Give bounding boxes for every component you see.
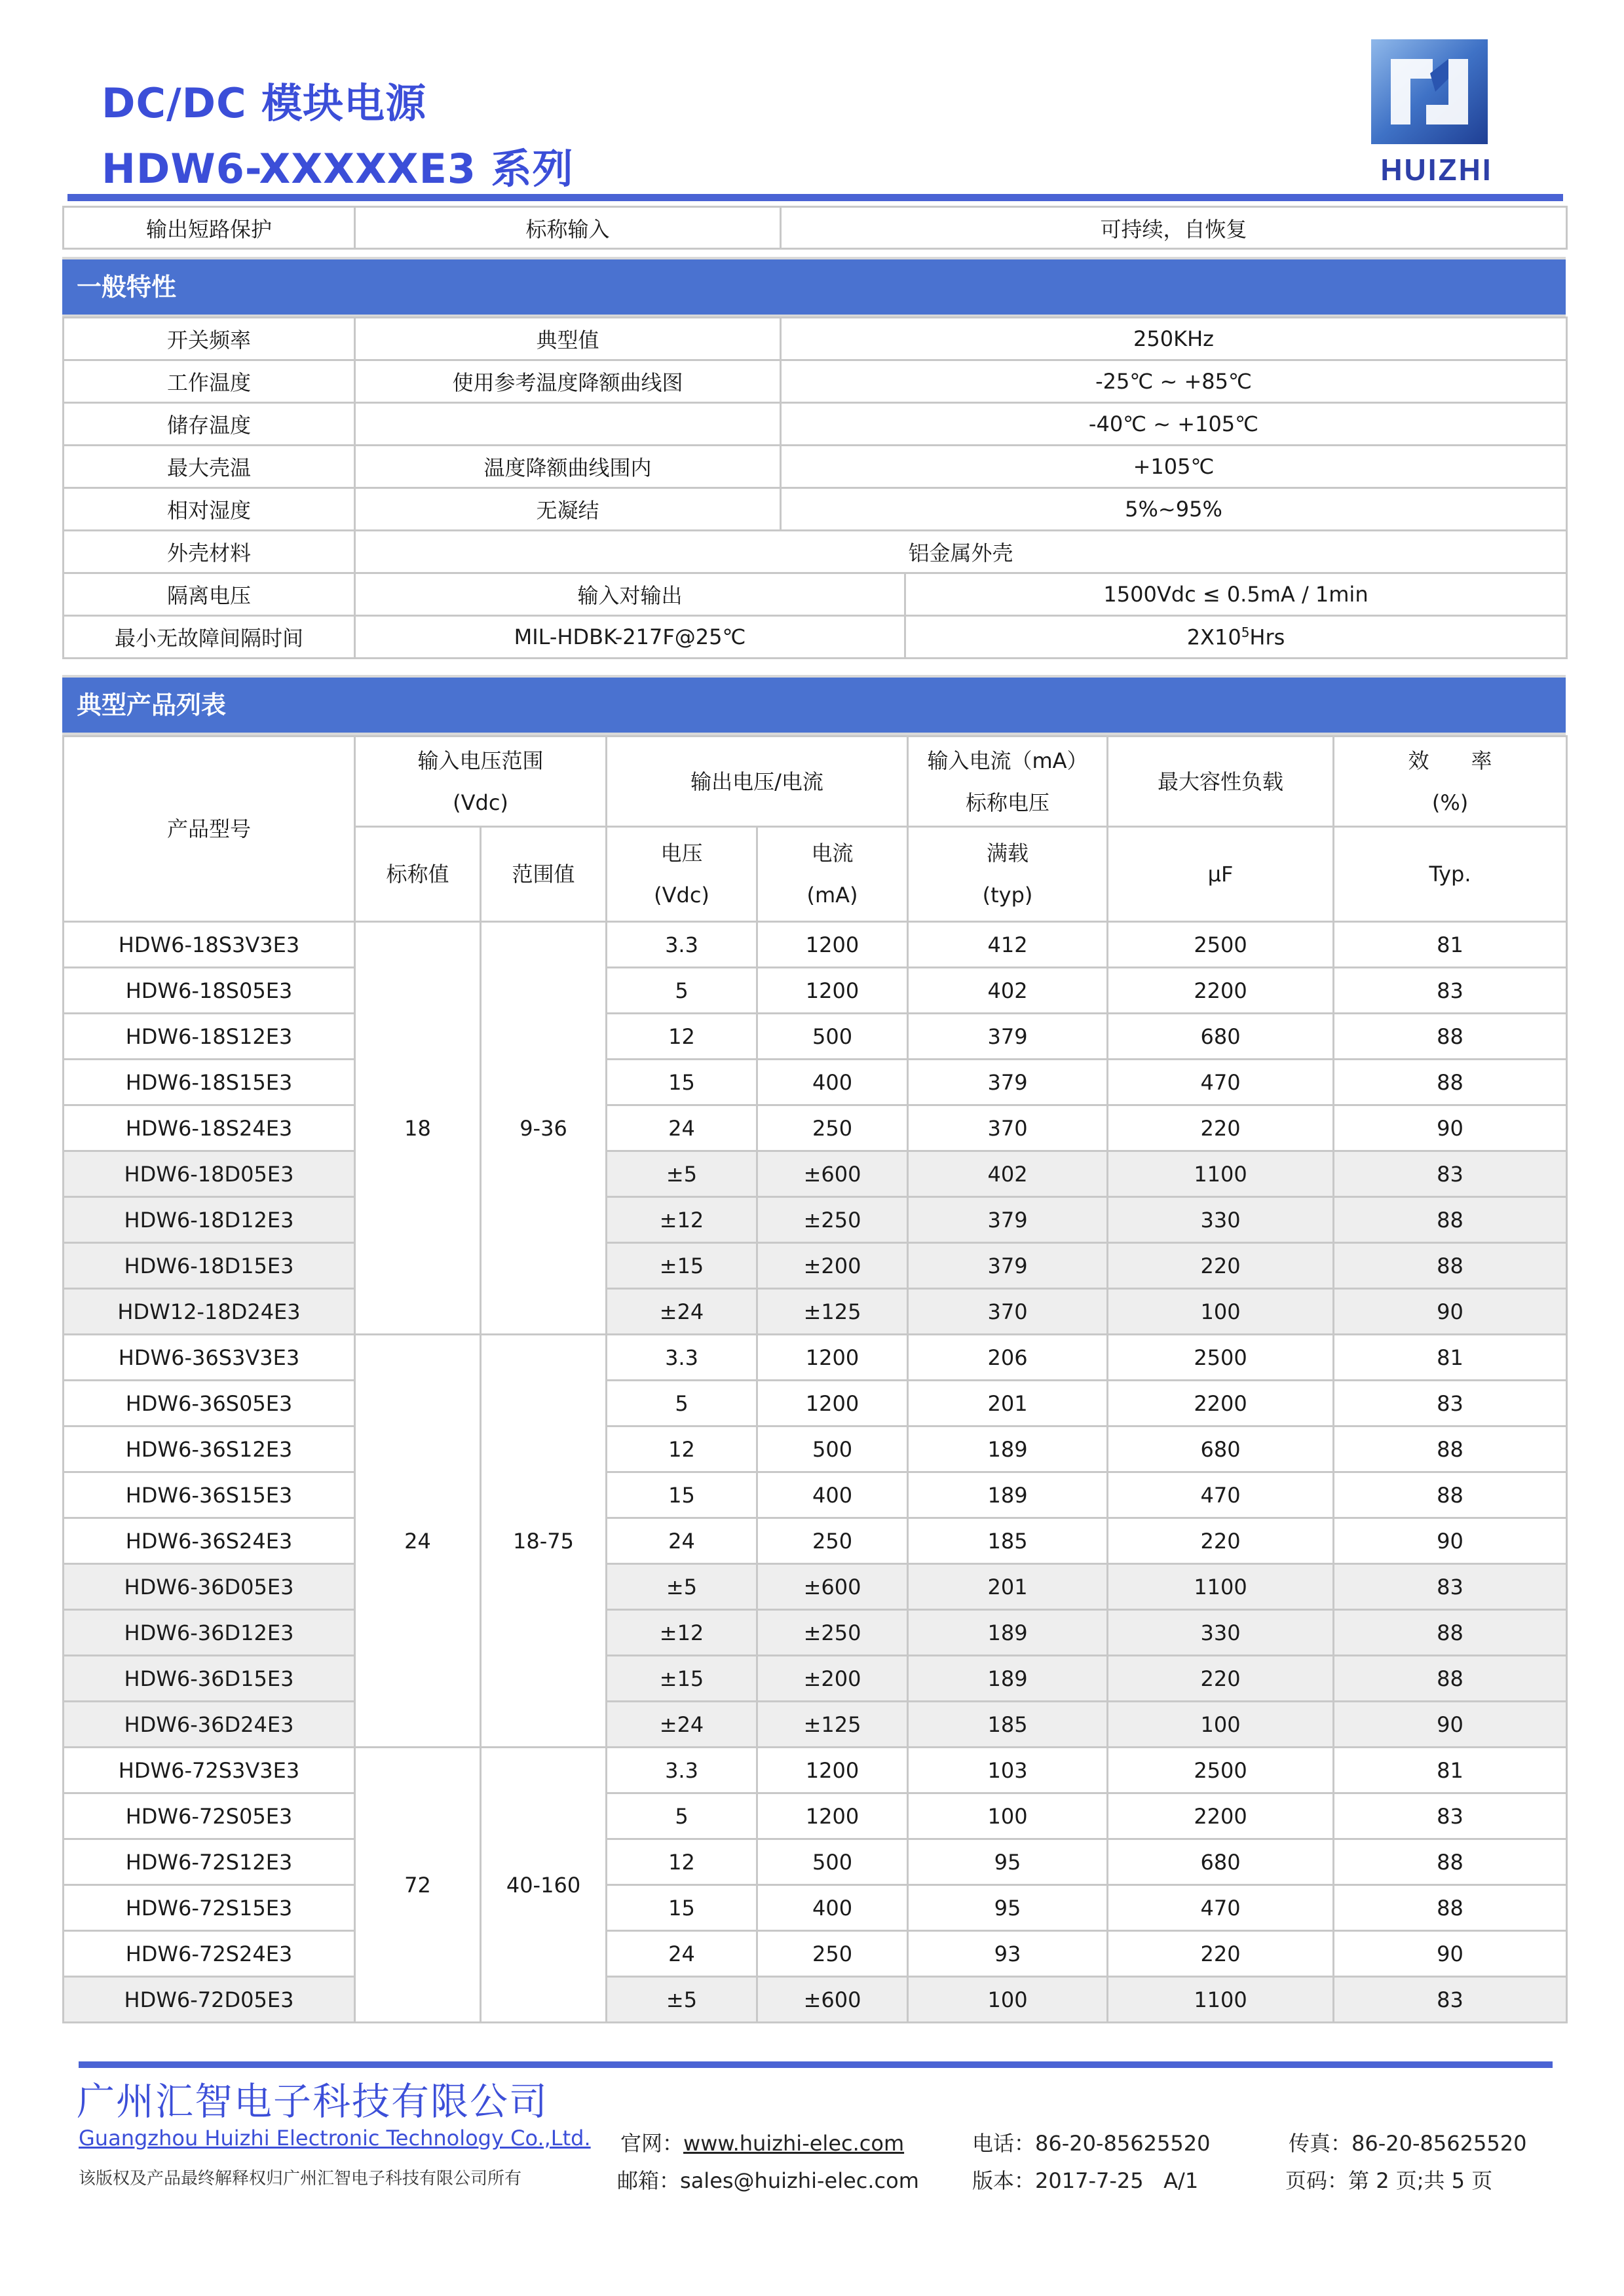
cap-load-value: 330 xyxy=(1108,1610,1334,1656)
vout-value: 24 xyxy=(607,1105,757,1151)
header-full-load-label: 满载 xyxy=(987,841,1029,866)
iout-value: 250 xyxy=(757,1105,908,1151)
header-efficiency-label: 效 率 xyxy=(1408,748,1492,773)
iout-value: 400 xyxy=(757,1885,908,1931)
iout-value: ±200 xyxy=(757,1243,908,1289)
table-row xyxy=(64,1702,1567,1748)
table-row xyxy=(64,1472,1567,1518)
copyright-notice: 该版权及产品最终解释权归广州汇智电子科技有限公司所有 xyxy=(79,2169,522,2189)
iin-value: 402 xyxy=(908,1151,1108,1197)
table-row xyxy=(64,1335,1567,1381)
company-name-cn: 广州汇智电子科技有限公司 xyxy=(77,2079,549,2124)
cap-load-value: 2500 xyxy=(1108,1335,1334,1381)
iin-value: 379 xyxy=(908,1014,1108,1060)
vin-range: 18-75 xyxy=(481,1335,607,1748)
iin-value: 185 xyxy=(908,1518,1108,1564)
table-row xyxy=(64,968,1567,1014)
iin-value: 379 xyxy=(908,1197,1108,1243)
cap-load-value: 2500 xyxy=(1108,922,1334,968)
vout-value: ±5 xyxy=(607,1977,757,2023)
iout-value: 250 xyxy=(757,1518,908,1564)
header-full-load xyxy=(908,827,1108,922)
efficiency-value: 88 xyxy=(1334,1839,1567,1885)
table-row xyxy=(64,1931,1567,1977)
param-condition: 无凝结 xyxy=(355,488,781,531)
header-range: 范围值 xyxy=(481,827,607,922)
header-cap-load: 最大容性负载 xyxy=(1108,737,1334,827)
header-uf: μF xyxy=(1108,827,1334,922)
efficiency-value: 81 xyxy=(1334,922,1567,968)
table-row xyxy=(64,1105,1567,1151)
iin-value: 93 xyxy=(908,1931,1108,1977)
efficiency-value: 90 xyxy=(1334,1105,1567,1151)
vout-value: ±15 xyxy=(607,1243,757,1289)
vout-value: 12 xyxy=(607,1839,757,1885)
version-label: 版本： xyxy=(972,2168,1036,2193)
table-row xyxy=(64,1793,1567,1839)
param-value: 1500Vdc ≤ 0.5mA / 1min xyxy=(905,573,1567,616)
iout-value: 1200 xyxy=(757,1381,908,1426)
vout-value: 15 xyxy=(607,1885,757,1931)
product-model: HDW6-72S15E3 xyxy=(64,1885,355,1931)
table-row xyxy=(64,1885,1567,1931)
iin-value: 412 xyxy=(908,922,1108,968)
table-row xyxy=(64,488,1567,531)
phone-label: 电话： xyxy=(972,2131,1036,2156)
header-efficiency xyxy=(1334,737,1567,827)
table-row xyxy=(64,922,1567,968)
efficiency-value: 83 xyxy=(1334,1381,1567,1426)
efficiency-value: 88 xyxy=(1334,1060,1567,1105)
cap-load-value: 470 xyxy=(1108,1472,1334,1518)
header-iin xyxy=(908,737,1108,827)
cap-load-value: 680 xyxy=(1108,1426,1334,1472)
general-characteristics-table xyxy=(62,316,1568,659)
product-model: HDW6-72S24E3 xyxy=(64,1931,355,1977)
iin-value: 206 xyxy=(908,1335,1108,1381)
iin-value: 201 xyxy=(908,1381,1108,1426)
iout-value: ±125 xyxy=(757,1289,908,1335)
footer-version xyxy=(972,2164,1198,2194)
table-row xyxy=(64,573,1567,616)
vout-value: 12 xyxy=(607,1014,757,1060)
product-model: HDW6-72S12E3 xyxy=(64,1839,355,1885)
cap-load-value: 680 xyxy=(1108,1839,1334,1885)
header-iin-label: 输入电流（mA） xyxy=(927,748,1088,773)
header-nominal: 标称值 xyxy=(355,827,481,922)
product-model: HDW6-36S3V3E3 xyxy=(64,1335,355,1381)
vin-range: 9-36 xyxy=(481,922,607,1335)
cap-load-value: 2200 xyxy=(1108,968,1334,1014)
vout-value: 12 xyxy=(607,1426,757,1472)
param-condition: 典型值 xyxy=(355,318,781,360)
iin-value: 95 xyxy=(908,1885,1108,1931)
vout-value: ±5 xyxy=(607,1564,757,1610)
product-model: HDW6-18S05E3 xyxy=(64,968,355,1014)
header-vin-range xyxy=(355,737,607,827)
cap-load-value: 220 xyxy=(1108,1656,1334,1702)
iin-value: 185 xyxy=(908,1702,1108,1748)
param-condition: 使用参考温度降额曲线图 xyxy=(355,360,781,403)
efficiency-value: 81 xyxy=(1334,1748,1567,1793)
efficiency-value: 88 xyxy=(1334,1885,1567,1931)
cap-load-value: 100 xyxy=(1108,1702,1334,1748)
product-model: HDW6-18S15E3 xyxy=(64,1060,355,1105)
header-typ: Typ. xyxy=(1334,827,1567,922)
product-model: HDW6-18D15E3 xyxy=(64,1243,355,1289)
footer-phone xyxy=(972,2127,1210,2157)
header-voltage xyxy=(607,827,757,922)
vin-range: 40-160 xyxy=(481,1748,607,2023)
header-current-unit: (mA) xyxy=(806,883,858,908)
table-row xyxy=(64,616,1567,659)
efficiency-value: 88 xyxy=(1334,1472,1567,1518)
vout-value: ±5 xyxy=(607,1151,757,1197)
iout-value: ±200 xyxy=(757,1656,908,1702)
table-row xyxy=(64,360,1567,403)
iin-value: 189 xyxy=(908,1656,1108,1702)
email-link[interactable]: sales@huizhi-elec.com xyxy=(680,2168,919,2193)
footer-fax xyxy=(1289,2127,1526,2157)
param-name: 最小无故障间隔时间 xyxy=(64,616,355,659)
vout-value: 5 xyxy=(607,968,757,1014)
efficiency-value: 83 xyxy=(1334,968,1567,1014)
table-row xyxy=(64,1839,1567,1885)
param-condition: 标称输入 xyxy=(355,207,781,249)
iout-value: ±600 xyxy=(757,1151,908,1197)
product-model: HDW6-36S24E3 xyxy=(64,1518,355,1564)
param-value: -40℃ ~ +105℃ xyxy=(781,403,1567,446)
table-row xyxy=(64,1656,1567,1702)
param-value: +105℃ xyxy=(781,446,1567,488)
table-row xyxy=(64,1243,1567,1289)
efficiency-value: 81 xyxy=(1334,1335,1567,1381)
page-value: 第 2 页;共 5 页 xyxy=(1348,2168,1493,2193)
param-condition: 输入对输出 xyxy=(355,573,905,616)
param-value: 250KHz xyxy=(781,318,1567,360)
efficiency-value: 83 xyxy=(1334,1151,1567,1197)
product-rows xyxy=(64,922,1567,2023)
param-value: 5%~95% xyxy=(781,488,1567,531)
cap-load-value: 1100 xyxy=(1108,1977,1334,2023)
efficiency-value: 88 xyxy=(1334,1610,1567,1656)
table-row xyxy=(64,1977,1567,2023)
product-model: HDW6-36D24E3 xyxy=(64,1702,355,1748)
iout-value: ±600 xyxy=(757,1977,908,2023)
efficiency-value: 83 xyxy=(1334,1977,1567,2023)
table-row xyxy=(64,1610,1567,1656)
website-link[interactable]: www.huizhi-elec.com xyxy=(683,2131,905,2156)
cap-load-value: 100 xyxy=(1108,1289,1334,1335)
mtbf-unit: Hrs xyxy=(1249,624,1285,650)
product-model: HDW6-36S05E3 xyxy=(64,1381,355,1426)
iin-value: 201 xyxy=(908,1564,1108,1610)
vin-nominal: 18 xyxy=(355,922,481,1335)
table-row xyxy=(64,1197,1567,1243)
iin-value: 402 xyxy=(908,968,1108,1014)
vout-value: ±12 xyxy=(607,1610,757,1656)
version-value: 2017-7-25 A/1 xyxy=(1035,2168,1199,2193)
iin-value: 100 xyxy=(908,1793,1108,1839)
param-condition: MIL-HDBK-217F@25℃ xyxy=(355,616,905,659)
product-model: HDW6-18D05E3 xyxy=(64,1151,355,1197)
page-title: DC/DC 模块电源 xyxy=(102,79,427,127)
table-row xyxy=(64,207,1567,249)
vout-value: ±12 xyxy=(607,1197,757,1243)
iout-value: 1200 xyxy=(757,922,908,968)
efficiency-value: 90 xyxy=(1334,1289,1567,1335)
iout-value: 1200 xyxy=(757,968,908,1014)
section-header-general: 一般特性 xyxy=(62,257,1566,317)
vout-value: 3.3 xyxy=(607,1748,757,1793)
header-voltage-label: 电压 xyxy=(660,841,703,866)
cap-load-value: 470 xyxy=(1108,1885,1334,1931)
param-value: 铝金属外壳 xyxy=(355,531,1567,573)
product-model: HDW6-36S12E3 xyxy=(64,1426,355,1472)
header-voltage-unit: (Vdc) xyxy=(654,883,709,908)
series-title: HDW6-XXXXXE3 系列 xyxy=(102,145,574,193)
cap-load-value: 220 xyxy=(1108,1931,1334,1977)
param-value xyxy=(905,616,1567,659)
cap-load-value: 2200 xyxy=(1108,1381,1334,1426)
iin-value: 103 xyxy=(908,1748,1108,1793)
iin-value: 379 xyxy=(908,1243,1108,1289)
mtbf-value: 2X10 xyxy=(1186,624,1241,650)
product-model: HDW6-18S12E3 xyxy=(64,1014,355,1060)
iout-value: 1200 xyxy=(757,1748,908,1793)
vout-value: 15 xyxy=(607,1060,757,1105)
table-row xyxy=(64,1151,1567,1197)
iout-value: ±600 xyxy=(757,1564,908,1610)
header-efficiency-unit: (%) xyxy=(1431,790,1469,815)
fax-value: 86-20-85625520 xyxy=(1351,2131,1527,2156)
header-vout-group: 输出电压/电流 xyxy=(607,737,908,827)
table-row xyxy=(64,1564,1567,1610)
param-name: 隔离电压 xyxy=(64,573,355,616)
efficiency-value: 90 xyxy=(1334,1518,1567,1564)
cap-load-value: 220 xyxy=(1108,1105,1334,1151)
cap-load-value: 2500 xyxy=(1108,1748,1334,1793)
table-row xyxy=(64,1060,1567,1105)
cap-load-value: 2200 xyxy=(1108,1793,1334,1839)
vout-value: 3.3 xyxy=(607,922,757,968)
cap-load-value: 220 xyxy=(1108,1243,1334,1289)
table-row xyxy=(64,1289,1567,1335)
vout-value: 24 xyxy=(607,1931,757,1977)
vout-value: 24 xyxy=(607,1518,757,1564)
footer-page xyxy=(1285,2164,1492,2194)
product-model: HDW6-18S3V3E3 xyxy=(64,922,355,968)
table-row xyxy=(64,1518,1567,1564)
param-name: 工作温度 xyxy=(64,360,355,403)
vout-value: 5 xyxy=(607,1793,757,1839)
product-model: HDW6-36S15E3 xyxy=(64,1472,355,1518)
header-vin-range-unit: (Vdc) xyxy=(453,790,508,815)
iin-value: 379 xyxy=(908,1060,1108,1105)
product-model: HDW6-36D12E3 xyxy=(64,1610,355,1656)
param-name: 储存温度 xyxy=(64,403,355,446)
table-row xyxy=(64,318,1567,360)
iin-value: 189 xyxy=(908,1610,1108,1656)
website-label: 官网： xyxy=(620,2131,684,2156)
cap-load-value: 220 xyxy=(1108,1518,1334,1564)
efficiency-value: 88 xyxy=(1334,1014,1567,1060)
product-model: HDW6-72D05E3 xyxy=(64,1977,355,2023)
product-model: HDW6-72S3V3E3 xyxy=(64,1748,355,1793)
vin-nominal: 24 xyxy=(355,1335,481,1748)
param-condition xyxy=(355,403,781,446)
iout-value: 250 xyxy=(757,1931,908,1977)
header-full-load-unit: (typ) xyxy=(982,883,1033,908)
table-row xyxy=(64,1381,1567,1426)
header-vin-range-label: 输入电压范围 xyxy=(417,748,544,773)
efficiency-value: 83 xyxy=(1334,1793,1567,1839)
section-header-products: 典型产品列表 xyxy=(62,675,1566,735)
phone-value: 86-20-85625520 xyxy=(1035,2131,1211,2156)
vin-nominal: 72 xyxy=(355,1748,481,2023)
param-condition: 温度降额曲线围内 xyxy=(355,446,781,488)
iout-value: 1200 xyxy=(757,1793,908,1839)
param-name: 外壳材料 xyxy=(64,531,355,573)
efficiency-value: 88 xyxy=(1334,1197,1567,1243)
fax-label: 传真： xyxy=(1289,2131,1352,2156)
product-model: HDW6-36D15E3 xyxy=(64,1656,355,1702)
efficiency-value: 88 xyxy=(1334,1243,1567,1289)
iout-value: 500 xyxy=(757,1839,908,1885)
protection-table xyxy=(62,206,1568,250)
iin-value: 370 xyxy=(908,1289,1108,1335)
header-iin-sub: 标称电压 xyxy=(966,790,1050,815)
vout-value: ±24 xyxy=(607,1702,757,1748)
iout-value: 500 xyxy=(757,1426,908,1472)
iin-value: 189 xyxy=(908,1426,1108,1472)
vout-value: 3.3 xyxy=(607,1335,757,1381)
email-label: 邮箱： xyxy=(617,2168,681,2193)
iout-value: 1200 xyxy=(757,1335,908,1381)
param-name: 开关频率 xyxy=(64,318,355,360)
param-name: 输出短路保护 xyxy=(64,207,355,249)
cap-load-value: 1100 xyxy=(1108,1151,1334,1197)
iout-value: ±250 xyxy=(757,1197,908,1243)
header-divider xyxy=(67,194,1563,201)
cap-load-value: 680 xyxy=(1108,1014,1334,1060)
product-model: HDW6-18S24E3 xyxy=(64,1105,355,1151)
vout-value: 15 xyxy=(607,1472,757,1518)
param-name: 最大壳温 xyxy=(64,446,355,488)
table-row xyxy=(64,1748,1567,1793)
iin-value: 95 xyxy=(908,1839,1108,1885)
table-row xyxy=(64,531,1567,573)
cap-load-value: 1100 xyxy=(1108,1564,1334,1610)
product-model: HDW6-36D05E3 xyxy=(64,1564,355,1610)
efficiency-value: 88 xyxy=(1334,1656,1567,1702)
iout-value: 500 xyxy=(757,1014,908,1060)
param-name: 相对湿度 xyxy=(64,488,355,531)
table-header-row xyxy=(64,737,1567,827)
iout-value: 400 xyxy=(757,1472,908,1518)
iout-value: ±250 xyxy=(757,1610,908,1656)
efficiency-value: 90 xyxy=(1334,1702,1567,1748)
header-model: 产品型号 xyxy=(64,737,355,922)
efficiency-value: 90 xyxy=(1334,1931,1567,1977)
cap-load-value: 470 xyxy=(1108,1060,1334,1105)
iin-value: 189 xyxy=(908,1472,1108,1518)
logo-text: HUIZHI xyxy=(1380,153,1493,187)
vout-value: ±15 xyxy=(607,1656,757,1702)
product-list-table xyxy=(62,735,1568,2023)
vout-value: 5 xyxy=(607,1381,757,1426)
iin-value: 370 xyxy=(908,1105,1108,1151)
mtbf-exponent: 5 xyxy=(1241,624,1250,640)
product-model: HDW6-72S05E3 xyxy=(64,1793,355,1839)
param-value: -25℃ ~ +85℃ xyxy=(781,360,1567,403)
page-label: 页码： xyxy=(1285,2168,1349,2193)
product-model: HDW6-18D12E3 xyxy=(64,1197,355,1243)
footer-email xyxy=(617,2164,919,2194)
footer-divider xyxy=(79,2061,1553,2068)
iin-value: 100 xyxy=(908,1977,1108,2023)
table-row xyxy=(64,446,1567,488)
header-current-label: 电流 xyxy=(811,841,854,866)
vout-value: ±24 xyxy=(607,1289,757,1335)
iout-value: ±125 xyxy=(757,1702,908,1748)
iout-value: 400 xyxy=(757,1060,908,1105)
table-row xyxy=(64,1426,1567,1472)
product-model: HDW12-18D24E3 xyxy=(64,1289,355,1335)
table-row xyxy=(64,403,1567,446)
header-current xyxy=(757,827,908,922)
cap-load-value: 330 xyxy=(1108,1197,1334,1243)
efficiency-value: 83 xyxy=(1334,1564,1567,1610)
footer-website xyxy=(620,2127,904,2157)
param-value: 可持续，自恢复 xyxy=(781,207,1567,249)
company-name-en[interactable]: Guangzhou Huizhi Electronic Technology Co.,Ltd. xyxy=(79,2126,591,2151)
efficiency-value: 88 xyxy=(1334,1426,1567,1472)
table-row xyxy=(64,1014,1567,1060)
